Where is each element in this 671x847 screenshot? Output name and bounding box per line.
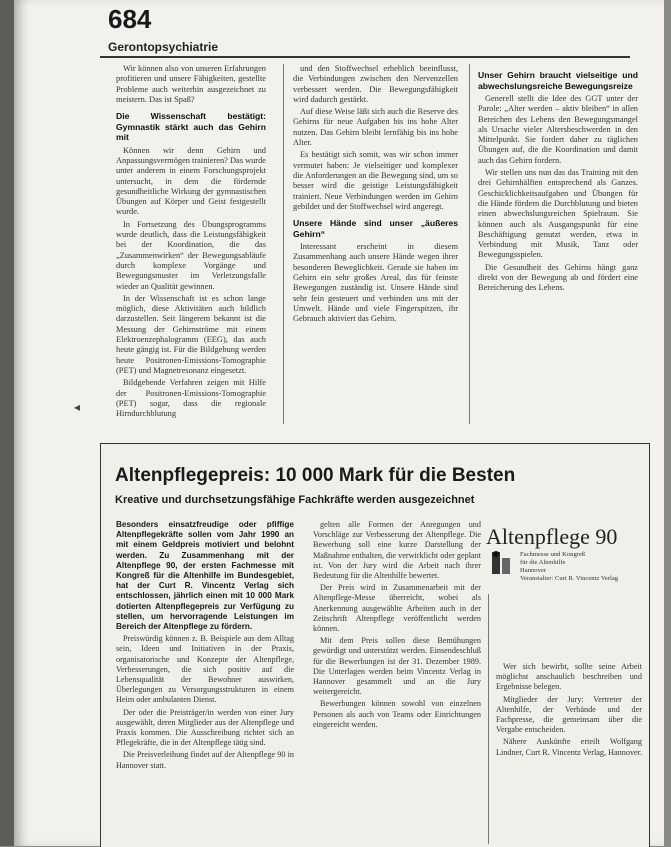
paragraph: Die Gesundheit des Gehirns hängt ganz direkt von der Bewegung ab und fördert eine Bereicherung des Lebens. — [478, 262, 638, 293]
paragraph: In Fortsetzung des Übungsprogramms wurde deutlich, dass die Leistungsfähigkeit bei der Koordination, die das „Zusammenwirken“ der Bewegungsabläufe durch komplexe Vorgänge und Bewegungsmuster im Verletzungsfalle wieder an Qualität gewinnen. — [116, 219, 266, 291]
altenpflege-90-logo — [486, 524, 642, 580]
paragraph: und den Stoffwechsel erheblich beeinflusst, die Verbindungen zwischen den Nervenzellen verbessert werden. Die Bewegungsfähigkeit wird dadurch gestärkt. — [293, 64, 458, 104]
paragraph: In der Wissenschaft ist es schon lange möglich, diese Aktivitäten auch bildlich darzustellen. Seit längerem bekannt ist die Messung der Gehirnströme mit einem Elektroenzephalogramm (EEG), das auch heute gängig ist. Für die Bildgebung werden heute Positronen-Emissions-Tomographie (PET) und Magnetresonanz eingesetzt. — [116, 293, 266, 375]
paragraph: Wir können also von unseren Erfahrungen profitieren und unsere Fähigkeiten, gestellte Probleme auch weiterhin ausgezeichnet zu meistern. Das ist Spaß? — [116, 64, 266, 104]
subheading: Die Wissenschaft bestätigt: Gymnastik stärkt auch das Gehirn mit — [116, 111, 266, 143]
logo-line: Fachmesse und Kongreß — [520, 551, 586, 558]
paragraph: gelten alle Formen der Anregungen und Vorschläge zur Verbesserung der Altenpflege. Die Bewerbung soll eine kurze Darstellung der Maßnahme enthalten, die verwirklicht oder geplant ist. Von der Jury wird die Arbeit nach ihrer Bedeutung für die Altenhilfe bewertet. — [313, 520, 481, 581]
paragraph: Wir stellen uns nun das das Training mit den drei Gehirnhälften entsprechend als Ganzes. Geschicklichkeitsaufgaben und Übungen für die Hände fördern die Durchblutung und bieten einen abwechslungsreichen Spielraum. Sie können auch als Ausgangspunkt für eine Beschäftigung genutzt werden, etwa in Verbindung mit Musik, Tanz oder Bewegungsspielen. — [478, 168, 638, 260]
box-headline: Altenpflegepreis: 10 000 Mark für die Besten — [115, 465, 516, 486]
paragraph: Können wir denn Gehirn und Anpassungsvermögen trainieren? Das wurde unter anderem in einem Forschungsprojekt untersucht, in dem die fördernde gesundheitliche Wirkung der gymnastischen Übungen auf Körper und Geist festgestellt wurde. — [116, 145, 267, 217]
logo-figure-icon — [490, 550, 514, 576]
logo-line: Veranstalter: Curt R. Vincentz Verlag — [520, 575, 619, 582]
paragraph: Der Preis wird in Zusammenarbeit mit der Altenpflege-Messe überreicht, wobei als Anerkennung ausgewählte Arbeiten auch in der Zeitschrift Altenpflege veröffentlicht werden können. — [313, 583, 481, 634]
paragraph: Bewerbungen können sowohl von einzelnen Personen als auch von Teams oder Einrichtungen eingereicht werden. — [313, 699, 481, 729]
paragraph: Generell stellt die Idee des GGT unter der Parole: „Alter werden – aktiv bleiben“ in allen Bereichen des Lebens den Bewegungsmangel als Ursache vieler Altersbeschwerden in den Mittelpunkt. Sie fordert daher zu täglichen Übungen auf, die die Koordination und damit auch das Gehirn fordern. — [478, 94, 638, 165]
column-divider — [488, 594, 489, 844]
box-column-2 — [313, 520, 481, 732]
paragraph: Mit dem Preis sollen diese Bemühungen gewürdigt und unterstützt werden. Einsendeschluß für die Bewerbungen ist der 31. Dezember 1989. Die Unterlagen werden beim Vincentz Verlag in Hannover gesammelt und an die Jury weitergereicht. — [313, 636, 481, 697]
subheading: Unser Gehirn braucht vielseitige und abwechslungsreiche Bewegungsreize — [478, 70, 638, 91]
article-column-1 — [116, 64, 266, 421]
paragraph: Der oder die Preisträger/in werden von einer Jury ausgewählt, deren Mitglieder aus der Altenpflege und Praxis kommen. Die Ausschreibung richtet sich an Pflegekräfte, die in der Altenpflege tätig sind. — [116, 707, 294, 748]
logo-wordmark: Altenpflege 90 — [486, 524, 618, 549]
paragraph: Preiswürdig können z. B. Beispiele aus dem Alltag sein, Ideen und Initiativen in der Praxis, organisatorische und Konzepte der Altenpflege, Verbesserungen, die sich positiv auf die Lebensqualität der Bewohner auswirken, Überlegungen zu Versorgungsstrukturen in einem Heim oder ambulanten Dienst. — [116, 634, 294, 705]
box-column-1 — [116, 520, 294, 773]
section-title: Gerontopsychiatrie — [108, 40, 219, 54]
logo-line: Hannover — [520, 567, 546, 574]
margin-mark-icon: ◂ — [74, 400, 81, 414]
article-column-3 — [478, 64, 638, 296]
header-rule — [100, 56, 630, 58]
paragraph: Bildgebende Verfahren zeigen mit Hilfe der Positronen-Emissions-Tomographie (PET) sogar, dass die regionale Hirndurchblutung — [116, 378, 266, 419]
paragraph: Interessant erscheint in diesem Zusammenhang auch unsere Hände wegen ihrer besonderen Beweglichkeit. Gerade sie haben im Gehirn ein sehr großes Areal, das für feinste Bewegungen zuständig ist. Unsere Hände sind sehr fein gesteuert und verbinden uns mit der Umwelt. Hände und viele Fingerspitzen, ihr Gebrauch aktiviert das Gehirn. — [293, 242, 458, 324]
column-divider — [283, 64, 284, 424]
paragraph: Es bestätigt sich somit, was wir schon immer vermutet haben: Je vielseitiger und komplexer die Anforderungen an die Bewegung sind, um so besser wird die geistige Leistungsfähigkeit trainiert. Neue Verbindungen werden im Gehirn gebildet und der Stoffwechsel wird angeregt. — [293, 150, 458, 211]
logo-caption — [520, 551, 640, 583]
article-column-2 — [293, 64, 458, 327]
paragraph: Nähere Auskünfte erteilt Wolfgang Lindner, Curt R. Vincentz Verlag, Hannover. — [496, 737, 642, 757]
paragraph: Die Preisverleihung findet auf der Altenpflege 90 in Hannover statt. — [116, 750, 294, 770]
page-number: 684 — [108, 4, 152, 34]
column-divider — [469, 64, 470, 424]
logo-line: für die Altenhilfe — [520, 559, 566, 566]
box-subheadline: Kreative und durchsetzungsfähige Fachkräfte werden ausgezeichnet — [115, 494, 475, 506]
paragraph: Wer sich bewirbt, sollte seine Arbeit möglichst anschaulich beschreiben und Ergebnisse belegen. — [496, 662, 642, 692]
subheading: Unsere Hände sind unser „äußeres Gehirn“ — [293, 218, 458, 239]
book-binding — [0, 0, 14, 846]
paragraph: Auf diese Weise läßt sich auch die Reserve des Gehirns für neue Aufgaben bis ins hohe Alter nutzen. Das Gehirn bleibt lernfähig bis ins hohe Alter. — [293, 107, 458, 148]
box-column-3 — [496, 662, 642, 760]
paragraph: Mitglieder der Jury: Vertreter der Altenhilfe, der Verbände und der Fachpresse, die gemeinsam über die Vergabe entscheiden. — [496, 694, 642, 735]
lead-paragraph: Besonders einsatzfreudige oder pfiffige Altenpflegekräfte sollen vom Jahr 1990 an mit einem Geldpreis motiviert und belohnt werden. Zu Zusammenhang mit der Altenpflege 90, der ersten Fachmesse mit Kongreß für die Altenhilfe im Bundesgebiet, hat der Curt R. Vincentz Verlag sich entschlossen, jährlich einen mit 10 000 Mark dotierten Altenpflegepreis zur Verfügung zu stellen, um hervorragende Leistungen im Bereich der Altenpflege zu fördern. — [116, 520, 294, 632]
